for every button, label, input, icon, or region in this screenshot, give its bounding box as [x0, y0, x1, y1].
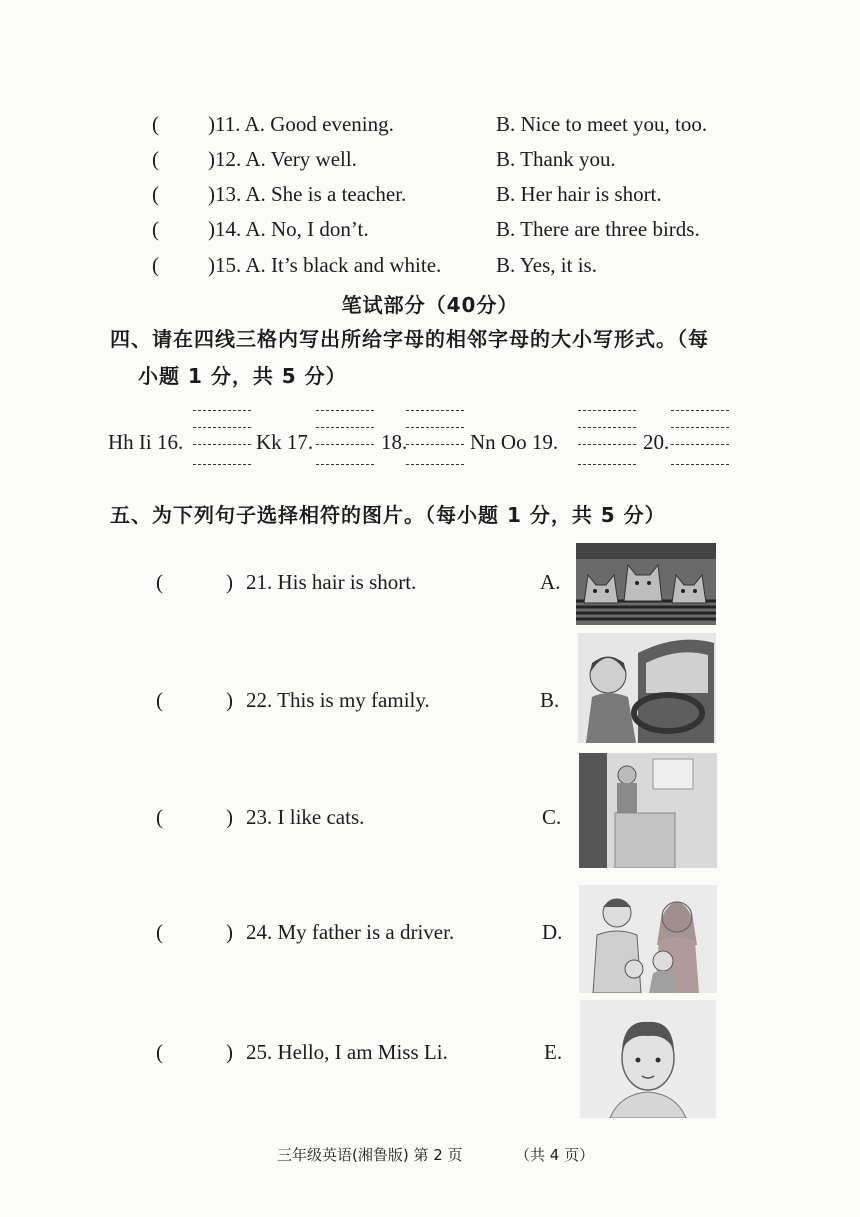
answer-paren-12: ( [152, 147, 159, 171]
sentence-21: 21. His hair is short. [246, 570, 417, 594]
question-11-option-b: B. Nice to meet you, too. [496, 112, 708, 136]
question-14-option-b: B. There are three birds. [496, 217, 700, 241]
picture-b-driver [578, 633, 716, 743]
answer-paren-23: ( [156, 805, 163, 829]
picture-label-e: E. [544, 1040, 563, 1064]
answer-paren-22: ( [156, 688, 163, 712]
question-13-option-b: B. Her hair is short. [496, 182, 662, 206]
picture-label-c: C. [542, 805, 562, 829]
writing-slot-16[interactable] [193, 410, 251, 466]
written-part-heading: 笔试部分（40分） [341, 293, 519, 317]
answer-paren-close-25: ) [226, 1040, 233, 1064]
sentence-24: 24. My father is a driver. [246, 920, 455, 944]
answer-paren-21: ( [156, 570, 163, 594]
answer-paren-24: ( [156, 920, 163, 944]
answer-paren-close-22: ) [226, 688, 233, 712]
footer-total-pages: （共 4 页） [515, 1146, 595, 1164]
question-15-option-b: B. Yes, it is. [496, 253, 597, 277]
answer-paren-13: ( [152, 182, 159, 206]
answer-paren-15: ( [152, 253, 159, 277]
answer-paren-11: ( [152, 112, 159, 136]
letter-token-3: 18. [381, 430, 408, 454]
sentence-23: 23. I like cats. [246, 805, 365, 829]
question-12-option-a: )12. A. Very well. [208, 147, 357, 171]
picture-label-b: B. [540, 688, 560, 712]
sentence-25: 25. Hello, I am Miss Li. [246, 1040, 448, 1064]
picture-a-cats [576, 543, 716, 625]
answer-paren-14: ( [152, 217, 159, 241]
footer-page-info: 三年级英语(湘鲁版) 第 2 页 [277, 1146, 463, 1164]
question-13-option-a: )13. A. She is a teacher. [208, 182, 407, 206]
answer-paren-close-24: ) [226, 920, 233, 944]
question-14-option-a: )14. A. No, I don’t. [208, 217, 369, 241]
picture-label-a: A. [540, 570, 561, 594]
section4-title-line2: 小题 1 分，共 5 分） [138, 364, 347, 388]
question-12-option-b: B. Thank you. [496, 147, 616, 171]
question-11-option-a: )11. A. Good evening. [208, 112, 394, 136]
writing-slot-20[interactable] [671, 410, 729, 466]
writing-slot-19[interactable] [578, 410, 636, 466]
letter-token-5: 20. [643, 430, 670, 454]
picture-label-d: D. [542, 920, 563, 944]
letter-token-4: Nn Oo 19. [470, 430, 559, 454]
sentence-22: 22. This is my family. [246, 688, 430, 712]
answer-paren-25: ( [156, 1040, 163, 1064]
answer-paren-close-21: ) [226, 570, 233, 594]
section4-title-line1: 四、请在四线三格内写出所给字母的相邻字母的大小写形式。（每 [110, 327, 709, 351]
picture-d-family [579, 885, 717, 993]
letter-token-1: Hh Ii 16. [108, 430, 184, 454]
question-15-option-a: )15. A. It’s black and white. [208, 253, 442, 277]
writing-slot-18[interactable] [406, 410, 464, 466]
letter-token-2: Kk 17. [256, 430, 314, 454]
answer-paren-close-23: ) [226, 805, 233, 829]
section5-title: 五、为下列句子选择相符的图片。（每小题 1 分，共 5 分） [110, 503, 666, 527]
picture-c-teacher [579, 753, 717, 868]
writing-slot-17[interactable] [316, 410, 374, 466]
picture-e-boy [580, 1000, 716, 1118]
